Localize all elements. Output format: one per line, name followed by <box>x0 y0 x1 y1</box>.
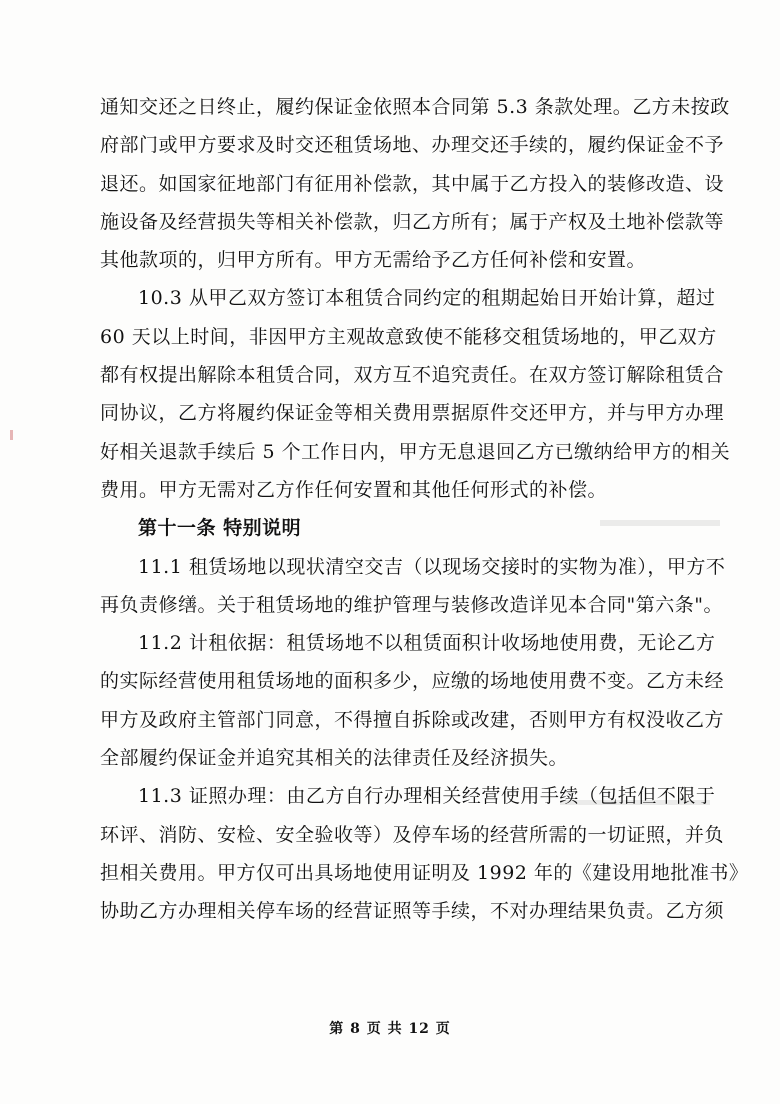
text-line: 好相关退款手续后 5 个工作日内，甲方无息退回乙方已缴纳给甲方的相关 <box>100 440 731 463</box>
text-line: 退还。如国家征地部门有征用补偿款，其中属于乙方投入的装修改造、设 <box>100 172 725 195</box>
clause-10-3-start: 10.3 从甲乙双方签订本租赁合同约定的租期起始日开始计算，超过 <box>138 287 716 310</box>
text-line: 都有权提出解除本租赁合同，双方互不追究责任。在双方签订解除租赁合 <box>100 364 725 387</box>
text-line: 通知交还之日终止，履约保证金依照本合同第 5.3 条款处理。乙方未按政 <box>100 96 730 118</box>
text-line: 费用。甲方无需对乙方作任何安置和其他任何形式的补偿。 <box>100 478 608 501</box>
text-line: 环评、消防、安检、安全验收等）及停车场的经营所需的一切证照，并负 <box>100 823 725 846</box>
clause-11-1-start: 11.1 租赁场地以现状清空交吉（以现场交接时的实物为准），甲方不 <box>138 555 726 578</box>
text-line: 担相关费用。甲方仅可出具场地使用证明及 1992 年的《建设用地批准书》 <box>100 861 749 884</box>
edge-mark <box>10 430 13 440</box>
text-line: 同协议，乙方将履约保证金等相关费用票据原件交还甲方，并与甲方办理 <box>100 402 725 425</box>
text-line: 60 天以上时间，非因甲方主观故意致使不能移交租赁场地的，甲乙双方 <box>100 325 717 348</box>
text-line: 府部门或甲方要求及时交还租赁场地、办理交还手续的，履约保证金不予 <box>100 134 725 157</box>
text-line: 其他款项的，归甲方所有。甲方无需给予乙方任何补偿和安置。 <box>100 249 647 272</box>
page-footer: 第 8 页 共 12 页 <box>329 1021 451 1037</box>
text-line: 甲方及政府主管部门同意，不得擅自拆除或改建，否则甲方有权没收乙方 <box>100 708 725 731</box>
text-line: 再负责修缮。关于租赁场地的维护管理与装修改造详见本合同"第六条"。 <box>100 593 723 616</box>
document-body <box>100 88 749 931</box>
text-line: 的实际经营使用租赁场地的面积多少，应缴的场地使用费不变。乙方未经 <box>100 670 725 693</box>
article-11-heading: 第十一条 特别说明 <box>138 517 302 540</box>
text-line: 协助乙方办理相关停车场的经营证照等手续，不对办理结果负责。乙方须 <box>100 900 725 923</box>
text-line: 施设备及经营损失等相关补偿款，归乙方所有；属于产权及土地补偿款等 <box>100 210 725 233</box>
text-line: 全部履约保证金并追究其相关的法律责任及经济损失。 <box>100 747 569 770</box>
clause-11-2-start: 11.2 计租依据：租赁场地不以租赁面积计收场地使用费，无论乙方 <box>138 632 716 655</box>
clause-11-3-start: 11.3 证照办理：由乙方自行办理相关经营使用手续（包括但不限于 <box>138 785 716 808</box>
